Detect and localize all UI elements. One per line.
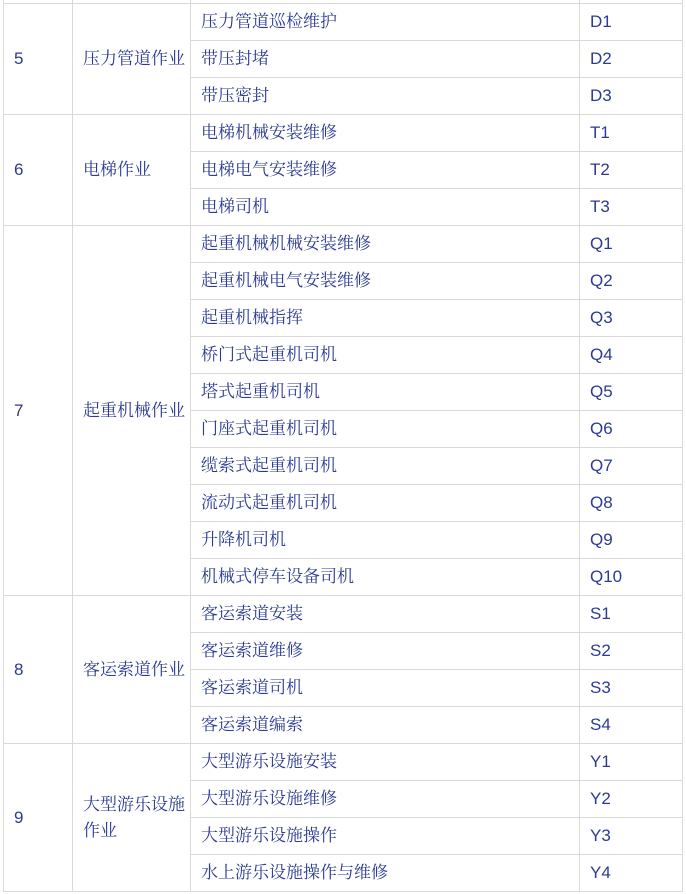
item-code-cell: Y4 <box>580 855 683 892</box>
equipment-table-body <box>4 0 683 892</box>
item-name-cell: 电梯机械安装维修 <box>191 115 580 152</box>
section-category-cell: 电梯作业 <box>73 115 191 226</box>
item-name-cell: 大型游乐设施安装 <box>191 744 580 781</box>
item-code-cell: D1 <box>580 4 683 41</box>
item-code-cell: Q4 <box>580 337 683 374</box>
item-name-cell: 机械式停车设备司机 <box>191 559 580 596</box>
item-name-cell: 客运索道安装 <box>191 596 580 633</box>
table-row <box>4 596 683 633</box>
section-number-cell: 6 <box>4 115 73 226</box>
item-name-cell: 起重机械指挥 <box>191 300 580 337</box>
item-code-cell: T2 <box>580 152 683 189</box>
item-name-cell: 客运索道司机 <box>191 670 580 707</box>
item-name-cell: 桥门式起重机司机 <box>191 337 580 374</box>
table-row <box>4 744 683 781</box>
item-code-cell: Y2 <box>580 781 683 818</box>
section-category-cell: 压力管道作业 <box>73 4 191 115</box>
item-name-cell: 塔式起重机司机 <box>191 374 580 411</box>
item-code-cell: Q6 <box>580 411 683 448</box>
item-code-cell: Q8 <box>580 485 683 522</box>
table-row <box>4 115 683 152</box>
item-name-cell: 压力管道巡检维护 <box>191 4 580 41</box>
item-name-cell: 升降机司机 <box>191 522 580 559</box>
item-name-cell: 起重机械机械安装维修 <box>191 226 580 263</box>
item-code-cell: Q2 <box>580 263 683 300</box>
item-name-cell: 带压密封 <box>191 78 580 115</box>
item-code-cell: D2 <box>580 41 683 78</box>
item-name-cell: 客运索道编索 <box>191 707 580 744</box>
item-code-cell: S4 <box>580 707 683 744</box>
item-code-cell: T3 <box>580 189 683 226</box>
item-code-cell: Q1 <box>580 226 683 263</box>
item-name-cell: 大型游乐设施操作 <box>191 818 580 855</box>
item-code-cell: Q5 <box>580 374 683 411</box>
item-name-cell: 缆索式起重机司机 <box>191 448 580 485</box>
section-number-cell: 8 <box>4 596 73 744</box>
section-number-cell: 7 <box>4 226 73 596</box>
item-name-cell: 流动式起重机司机 <box>191 485 580 522</box>
section-number-cell: 5 <box>4 4 73 115</box>
section-category-cell: 大型游乐设施作业 <box>73 744 191 892</box>
item-name-cell: 门座式起重机司机 <box>191 411 580 448</box>
table-row <box>4 226 683 263</box>
item-code-cell: D3 <box>580 78 683 115</box>
item-name-cell: 电梯电气安装维修 <box>191 152 580 189</box>
item-name-cell: 大型游乐设施维修 <box>191 781 580 818</box>
item-name-cell: 水上游乐设施操作与维修 <box>191 855 580 892</box>
item-name-cell: 电梯司机 <box>191 189 580 226</box>
item-code-cell: Y1 <box>580 744 683 781</box>
item-code-cell: S3 <box>580 670 683 707</box>
item-code-cell: Y3 <box>580 818 683 855</box>
table-row <box>4 4 683 41</box>
section-category-cell: 客运索道作业 <box>73 596 191 744</box>
item-code-cell: Q3 <box>580 300 683 337</box>
item-name-cell: 带压封堵 <box>191 41 580 78</box>
special-equipment-qualification-table <box>3 0 683 892</box>
item-name-cell: 客运索道维修 <box>191 633 580 670</box>
item-code-cell: S1 <box>580 596 683 633</box>
section-category-cell: 起重机械作业 <box>73 226 191 596</box>
item-code-cell: Q10 <box>580 559 683 596</box>
item-code-cell: Q7 <box>580 448 683 485</box>
item-code-cell: Q9 <box>580 522 683 559</box>
item-name-cell: 起重机械电气安装维修 <box>191 263 580 300</box>
item-code-cell: T1 <box>580 115 683 152</box>
item-code-cell: S2 <box>580 633 683 670</box>
section-number-cell: 9 <box>4 744 73 892</box>
